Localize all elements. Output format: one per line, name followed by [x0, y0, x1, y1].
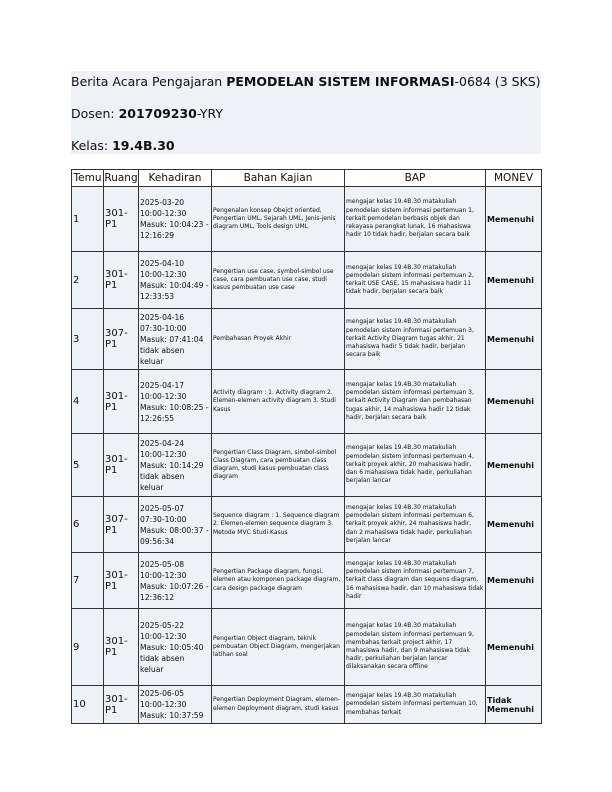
cell-bap: mengajar kelas 19.4B.30 matakuliah pemodelan sistem informasi pertemuan 3, terkait Activity Diagram tugas akhir, 21 mahasiswa hadir 5 tidak hadir, berjalan secara baik [345, 309, 486, 370]
table-header-row [72, 170, 542, 187]
cell-kehadiran: 2025-04-16 07:30-10:00 Masuk: 07:41:04 tidak absen keluar [139, 309, 212, 370]
table-row [72, 187, 542, 252]
table-row [72, 497, 542, 553]
table-row [72, 252, 542, 309]
table-row [72, 309, 542, 370]
cell-monev: Memenuhi [486, 370, 542, 434]
table-row [72, 434, 542, 497]
column-header-kehadiran: Kehadiran [139, 170, 212, 187]
column-header-ruang: Ruang [104, 170, 139, 187]
table-row [72, 609, 542, 686]
lecturer-code: -YRY [196, 106, 224, 121]
lecturer-id: 201709230 [118, 106, 197, 121]
cell-kehadiran: 2025-05-22 10:00-12:30 Masuk: 10:05:40 tidak absen keluar [139, 609, 212, 686]
cell-ruang: 301-P1 [104, 553, 139, 609]
course-code: -0684 (3 SKS) [454, 74, 541, 89]
table-row [72, 686, 542, 724]
cell-bahan-kajian: Sequence diagram : 1. Sequence diagram 2. Elemen-elemen sequence diagram 3. Metode MVC Studi Kasus [212, 497, 345, 553]
cell-bap: mengajar kelas 19.4B.30 matakuliah pemodelan sistem informasi pertemuan 4, terkait proyek akhir, 20 mahasiswa hadir, dan 6 mahasiswa tidak hadir, perkuliahan berjalan lancar [345, 434, 486, 497]
cell-bap: mengajar kelas 19.4B.30 matakuliah pemodelan sistem informasi pertemuan 1, terkait pemodelan berbasis objek dan rekayasa perangkat lunak, 16 mahasiswa hadir 10 tidak hadir, berjalan secara baik [345, 187, 486, 252]
cell-monev: Tidak Memenuhi [486, 686, 542, 724]
cell-temu: 10 [72, 686, 104, 724]
cell-kehadiran: 2025-03-20 10:00-12:30 Masuk: 10:04:23 - 12:16:29 [139, 187, 212, 252]
class-value: 19.4B.30 [112, 138, 175, 153]
class-line [71, 138, 541, 154]
cell-bahan-kajian: Pengertian Class Diagram, simbol-simbol Class Diagram, cara pembuatan class diagram, studi kasus pembuatan class diagram [212, 434, 345, 497]
column-header-temu: Temu [72, 170, 104, 187]
cell-monev: Memenuhi [486, 497, 542, 553]
cell-bap: mengajar kelas 19.4B.30 matakuliah pemodelan sistem informasi pertemuan 10, membahas terkait [345, 686, 486, 724]
class-label: Kelas: [71, 138, 113, 153]
cell-kehadiran: 2025-05-08 10:00-12:30 Masuk: 10:07:26 - 12:36:12 [139, 553, 212, 609]
column-header-monev: MONEV [486, 170, 542, 187]
cell-bap: mengajar kelas 19.4B.30 matakuliah pemodelan sistem informasi pertemuan 6, terkait proyek akhir, 24 mahasiswa hadir, dan 2 mahasiswa tidak hadir, perkuliahan berjalan lancar [345, 497, 486, 553]
cell-bahan-kajian: Pengertian use case, symbol-simbol use case, cara pembuatan use case, studi kasus pembuatan use case [212, 252, 345, 309]
cell-bahan-kajian: Pengertian Object diagram, teknik pembuatan Object Diagram, mengerjakan latihan soal [212, 609, 345, 686]
cell-ruang: 301-P1 [104, 187, 139, 252]
cell-monev: Memenuhi [486, 309, 542, 370]
cell-monev: Memenuhi [486, 609, 542, 686]
title-line [71, 74, 541, 90]
cell-monev: Memenuhi [486, 252, 542, 309]
cell-temu: 4 [72, 370, 104, 434]
cell-temu: 1 [72, 187, 104, 252]
cell-bahan-kajian: Pembahasan Proyek Akhir [212, 309, 345, 370]
teaching-report-table [71, 169, 542, 724]
lecturer-label: Dosen: [71, 106, 119, 121]
cell-monev: Memenuhi [486, 553, 542, 609]
cell-bahan-kajian: Pengertian Deployment Diagram, elemen-elemen Deployment diagram, studi kasus [212, 686, 345, 724]
column-header-bap: BAP [345, 170, 486, 187]
title-prefix: Berita Acara Pengajaran [71, 74, 227, 89]
cell-ruang: 301-P1 [104, 434, 139, 497]
cell-ruang: 301-P1 [104, 609, 139, 686]
cell-ruang: 307-P1 [104, 497, 139, 553]
cell-monev: Memenuhi [486, 434, 542, 497]
cell-temu: 6 [72, 497, 104, 553]
cell-monev: Memenuhi [486, 187, 542, 252]
cell-kehadiran: 2025-04-24 10:00-12:30 Masuk: 10:14:29 tidak absen keluar [139, 434, 212, 497]
cell-temu: 3 [72, 309, 104, 370]
cell-bap: mengajar kelas 19.4B.30 matakuliah pemodelan sistem informasi pertemuan 3, terkait Activity Diagram dan pembahasan tugas akhir, 14 mahasiswa hadir 12 tidak hadir, berjalan secara baik [345, 370, 486, 434]
column-header-bahan-kajian: Bahan Kajian [212, 170, 345, 187]
cell-temu: 7 [72, 553, 104, 609]
cell-ruang: 301-P1 [104, 252, 139, 309]
cell-kehadiran: 2025-04-10 10:00-12:30 Masuk: 10:04:49 - 12:33:53 [139, 252, 212, 309]
table-row [72, 553, 542, 609]
cell-ruang: 307-P1 [104, 309, 139, 370]
cell-bahan-kajian: Pengertian Package diagram, fungsi, elemen atau komponen package diagram, cara design package diagram [212, 553, 345, 609]
document-header [71, 71, 541, 154]
cell-bahan-kajian: Activity diagram : 1. Activity diagram 2. Elemen-elemen activity diagram 3. Studi Kasus [212, 370, 345, 434]
cell-bap: mengajar kelas 19.4B.30 matakuliah pemodelan sistem informasi pertemuan 9, membahas terkait project akhir, 17 mahasiswa hadir, dan 9 mahasiswa tidak hadir, perkuliahan berjalan lancar dilaksanakan secara offline [345, 609, 486, 686]
cell-kehadiran: 2025-05-07 07:30-10:00 Masuk: 08:00:37 - 09:56:34 [139, 497, 212, 553]
cell-temu: 5 [72, 434, 104, 497]
cell-ruang: 301-P1 [104, 686, 139, 724]
course-name: PEMODELAN SISTEM INFORMASI [226, 74, 455, 89]
cell-kehadiran: 2025-06-05 10:00-12:30 Masuk: 10:37:59 [139, 686, 212, 724]
cell-ruang: 301-P1 [104, 370, 139, 434]
cell-temu: 2 [72, 252, 104, 309]
table-row [72, 370, 542, 434]
lecturer-line [71, 106, 541, 122]
cell-kehadiran: 2025-04-17 10:00-12:30 Masuk: 10:08:25 - 12:26:55 [139, 370, 212, 434]
cell-bap: mengajar kelas 19.4B.30 matakuliah pemodelan sistem informasi pertemuan 2, terkait USE CASE, 15 mahasiswa hadir 11 tidak hadir, berjalan secara baik [345, 252, 486, 309]
cell-bahan-kajian: Pengenalan konsep Obejct oriented, Pengertian UML, Sejarah UML, Jenis-jenis diagram UML, Tools design UML [212, 187, 345, 252]
cell-temu: 9 [72, 609, 104, 686]
cell-bap: mengajar kelas 19.4B.30 matakuliah pemodelan sistem informasi pertemuan 7, terkait class diagram dan sequens diagram, 16 mahasiswa hadir, dan 10 mahasiswa tidak hadir [345, 553, 486, 609]
